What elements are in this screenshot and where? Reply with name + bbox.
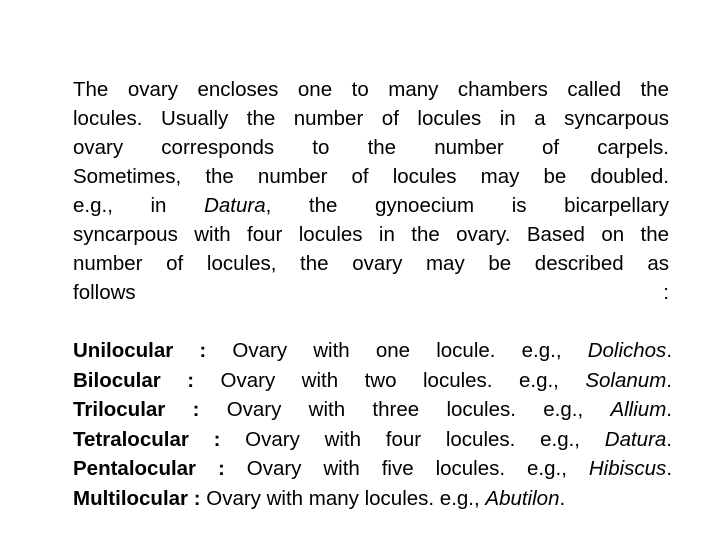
type-example: Abutilon	[485, 486, 560, 510]
paragraph-line: syncarpous with four locules in the ovary. Based on the	[73, 223, 669, 246]
type-desc: Ovary with many locules. e.g.,	[200, 486, 486, 510]
type-example: Hibiscus	[588, 457, 667, 480]
paragraph-text: , the gynoecium is bicarpellary	[265, 194, 669, 217]
type-end: .	[666, 427, 672, 451]
type-end: .	[666, 339, 673, 362]
paragraph-text: follows	[73, 281, 136, 304]
paragraph-line: The ovary encloses one to many chambers called the	[73, 78, 669, 101]
paragraph-line: ovary corresponds to the number of carpels.	[73, 136, 669, 159]
paragraph-line	[73, 191, 669, 220]
type-term: Multilocular :	[73, 486, 201, 510]
list-item	[73, 395, 672, 425]
type-desc: Ovary with three locules. e.g.,	[199, 398, 611, 421]
locule-types-list	[73, 336, 672, 513]
paragraph-text: e.g., in	[73, 194, 205, 217]
type-desc: Ovary with four locules. e.g.,	[220, 427, 605, 451]
paragraph-line: Sometimes, the number of locules may be doubled.	[73, 165, 669, 188]
example-datura: Datura	[204, 194, 266, 217]
type-example: Dolichos	[587, 339, 667, 362]
type-term: Unilocular :	[73, 339, 207, 362]
type-end: .	[666, 398, 672, 421]
type-desc: Ovary with five locules. e.g.,	[224, 457, 589, 480]
intro-paragraph	[73, 75, 669, 307]
list-item	[73, 484, 672, 514]
type-end: .	[559, 486, 566, 510]
type-term: Trilocular :	[73, 398, 200, 421]
type-term: Tetralocular :	[73, 427, 221, 451]
list-item	[73, 336, 672, 366]
type-term: Bilocular :	[73, 368, 195, 392]
list-item	[73, 425, 672, 455]
type-example: Allium	[610, 398, 667, 421]
type-end: .	[666, 368, 672, 392]
list-item	[73, 366, 672, 396]
list-item	[73, 454, 672, 484]
type-term: Pentalocular :	[73, 457, 225, 480]
paragraph-line: number of locules, the ovary may be described as	[73, 252, 669, 275]
type-end: .	[666, 457, 673, 480]
type-example: Solanum	[585, 368, 667, 392]
paragraph-line	[73, 278, 669, 307]
type-example: Datura	[604, 427, 667, 451]
paragraph-line: locules. Usually the number of locules in a syncarpous	[73, 107, 669, 130]
type-desc: Ovary with two locules. e.g.,	[194, 368, 586, 392]
paragraph-colon: :	[663, 281, 669, 304]
type-desc: Ovary with one locule. e.g.,	[206, 339, 588, 362]
